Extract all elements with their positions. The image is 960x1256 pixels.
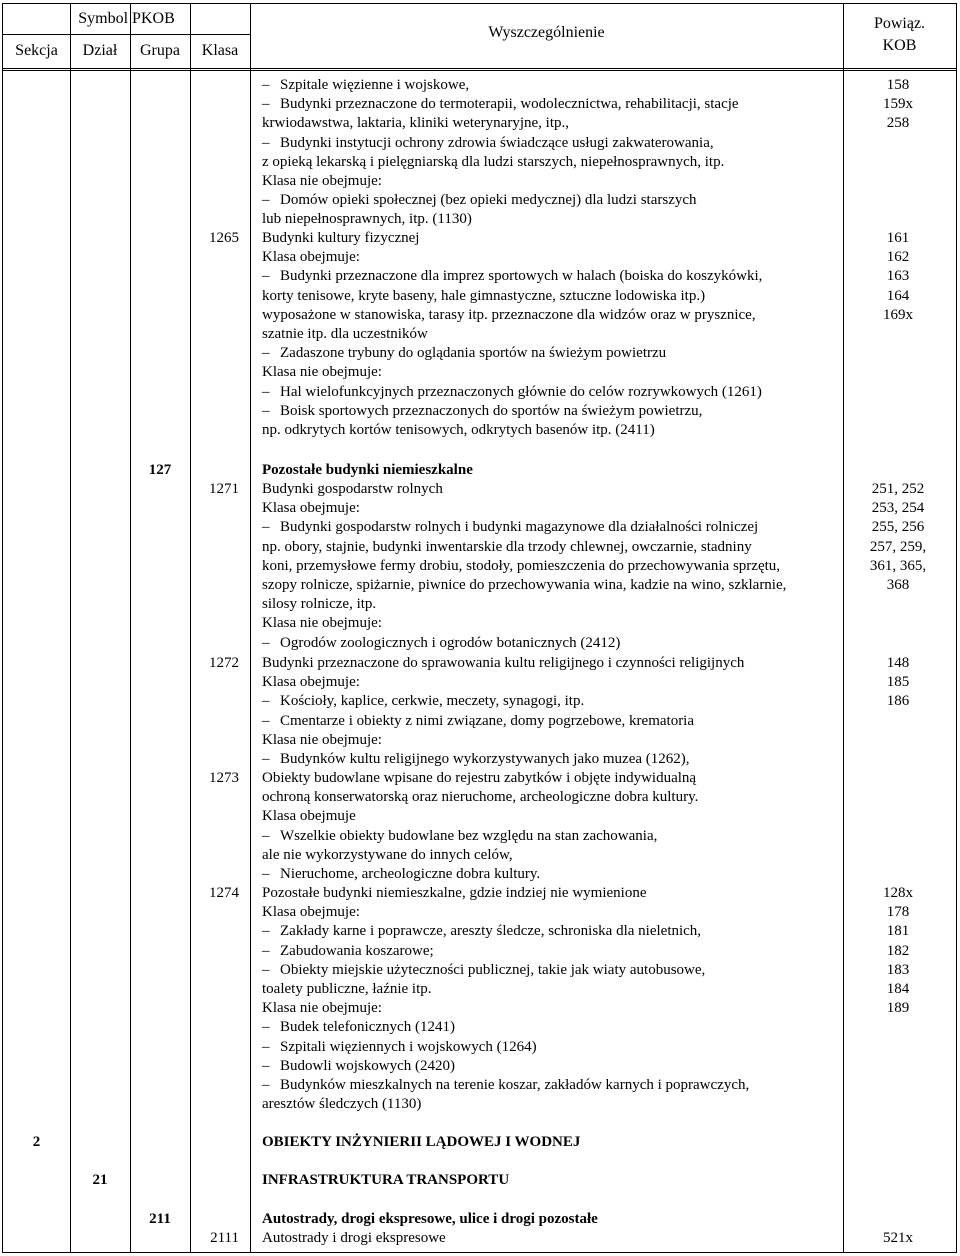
description-line: krwiodawstwa, laktaria, kliniki weterynaryjne, itp., (262, 115, 569, 132)
sekcja-code: 2 (32, 1134, 41, 1150)
kob-code: 169x (883, 306, 913, 323)
header-symbol-pkob: Symbol PKOB (78, 10, 175, 27)
description-line: Klasa obejmuje: (262, 674, 360, 691)
header-sekcja: Sekcja (15, 42, 58, 59)
kob-cell (847, 480, 949, 595)
description-line: Klasa nie obejmuje: (262, 364, 382, 381)
kob-code: 178 (886, 904, 910, 921)
description-cell (262, 1210, 842, 1229)
description-line: lub niepełnosprawnych, itp. (1130) (262, 211, 472, 228)
kob-code: 255, 256 (871, 519, 925, 536)
kob-code: 253, 254 (871, 500, 925, 517)
klasa-code: 1273 (209, 770, 239, 786)
description-line: Budynki przeznaczone do sprawowania kultu religijnego i czynności religijnych (262, 655, 745, 671)
kob-code: 186 (886, 693, 910, 710)
description-line: Klasa obejmuje (262, 808, 356, 825)
description-cell (262, 1133, 842, 1152)
description-cell (262, 1171, 842, 1190)
kob-code: 258 (886, 115, 910, 132)
kob-code: 148 (886, 655, 910, 671)
description-line: wyposażone w stanowiska, tarasy itp. przeznaczone dla widzów oraz w prysznice, (262, 306, 756, 323)
description-line: korty tenisowe, kryte baseny, hale gimnastyczne, sztuczne lodowiska itp.) (262, 287, 706, 304)
kob-code: 185 (886, 674, 910, 691)
description-bullet-line: – Szpitali więziennych i wojskowych (1264) (262, 1038, 842, 1057)
header-klasa: Klasa (201, 42, 239, 59)
description-line: Klasa obejmuje: (262, 500, 360, 517)
klasa-code: 2111 (210, 1230, 239, 1246)
description-line: koni, przemysłowe fermy drobiu, stodoły, pomieszczenia do przechowywania sprzętu, (262, 557, 781, 574)
kob-code: 162 (886, 249, 910, 266)
description-line: aresztów śledczych (1130) (262, 1096, 422, 1113)
header-kob: KOB (882, 37, 917, 54)
header-grupa: Grupa (140, 42, 180, 59)
dzial-code: 21 (92, 1172, 108, 1188)
kob-code: 161 (886, 230, 910, 246)
description-line: INFRASTRUKTURA TRANSPORTU (262, 1172, 510, 1188)
description-line: Obiekty budowlane wpisane do rejestru zabytków i objęte indywidualną (262, 770, 697, 786)
description-cell (262, 229, 842, 440)
description-bullet-line: – Nieruchome, archeologiczne dobra kultury. (262, 865, 842, 884)
description-bullet-line: – Wszelkie obiekty budowlane bez względu na stan zachowania, (262, 827, 842, 846)
klasa-code: 1274 (209, 885, 239, 901)
description-bullet-line: – Budynki przeznaczone dla imprez sportowych w halach (boiska do koszykówki, (262, 267, 842, 286)
description-line: Klasa nie obejmuje: (262, 615, 382, 632)
description-line: Budynki gospodarstw rolnych (262, 481, 443, 497)
description-line: Autostrady, drogi ekspresowe, ulice i drogi pozostałe (262, 1211, 598, 1227)
description-line: Klasa obejmuje: (262, 904, 360, 921)
description-bullet-line: – Budek telefonicznych (1241) (262, 1018, 842, 1037)
kob-code: 181 (886, 923, 910, 940)
description-line: toalety publiczne, łaźnie itp. (262, 980, 432, 997)
description-line: Klasa nie obejmuje: (262, 731, 382, 748)
grupa-code: 127 (148, 462, 172, 478)
description-line: ale nie wykorzystywane do innych celów, (262, 846, 513, 863)
description-bullet-line: – Szpitale więzienne i wojskowe, (262, 76, 842, 95)
description-bullet-line: – Hal wielofunkcyjnych przeznaczonych głównie do celów rozrywkowych (1261) (262, 383, 842, 402)
kob-code: 163 (886, 268, 910, 285)
description-bullet-line: – Ogrodów zoologicznych i ogrodów botanicznych (2412) (262, 634, 842, 653)
klasa-code: 1265 (209, 230, 239, 246)
description-bullet-line: – Zadaszone trybuny do oglądania sportów na świeżym powietrzu (262, 344, 842, 363)
description-cell (262, 76, 842, 230)
kob-code: 182 (886, 942, 910, 959)
description-cell (262, 461, 842, 480)
kob-cell (847, 884, 949, 1018)
kob-code: 159x (883, 96, 913, 113)
description-bullet-line: – Budynki gospodarstw rolnych i budynki magazynowe dla działalności rolniczej (262, 518, 842, 537)
description-bullet-line: – Budynki instytucji ochrony zdrowia świadczące usługi zakwaterowania, (262, 134, 842, 153)
kob-code: 361, 365, (869, 557, 927, 574)
kob-code: 521x (883, 1230, 913, 1246)
description-line: szopy rolnicze, spiżarnie, piwnice do przechowywania wina, kadzie na wino, szklarnie, (262, 576, 787, 593)
grupa-code: 211 (149, 1211, 171, 1227)
description-line: szatnie itp. dla uczestników (262, 325, 428, 342)
description-bullet-line: – Domów opieki społecznej (bez opieki medycznej) dla ludzi starszych (262, 191, 842, 210)
description-line: Klasa nie obejmuje: (262, 1000, 382, 1017)
description-line: Pozostałe budynki niemieszkalne (262, 462, 473, 478)
description-bullet-line: – Boisk sportowych przeznaczonych do sportów na świeżym powietrzu, (262, 402, 842, 421)
description-cell (262, 480, 842, 653)
pkob-table (2, 3, 957, 1253)
kob-code: 128x (883, 885, 913, 901)
klasa-code: 1271 (209, 481, 239, 497)
description-line: Klasa obejmuje: (262, 249, 360, 266)
klasa-code: 1272 (209, 655, 239, 671)
kob-code: 183 (886, 961, 910, 978)
kob-cell (847, 229, 949, 325)
description-bullet-line: – Zabudowania koszarowe; (262, 942, 842, 961)
description-line: Klasa nie obejmuje: (262, 172, 382, 189)
description-line: Pozostałe budynki niemieszkalne, gdzie indziej nie wymienione (262, 885, 647, 901)
description-line: OBIEKTY INŻYNIERII LĄDOWEJ I WODNEJ (262, 1134, 581, 1150)
kob-code: 164 (886, 287, 910, 304)
table-body (3, 70, 956, 1252)
description-bullet-line: – Zakłady karne i poprawcze, areszty śledcze, schroniska dla nieletnich, (262, 922, 842, 941)
kob-code: 368 (886, 576, 910, 593)
description-bullet-line: – Budynki przeznaczone do termoterapii, wodolecznictwa, rehabilitacji, stacje (262, 95, 842, 114)
description-cell (262, 884, 842, 1114)
description-line: Budynki kultury fizycznej (262, 230, 420, 246)
description-line: ochroną konserwatorską oraz nieruchome, archeologiczne dobra kultury. (262, 789, 699, 806)
description-bullet-line: – Budynków kultu religijnego wykorzystywanych jako muzea (1262), (262, 750, 842, 769)
description-bullet-line: – Budynków mieszkalnych na terenie koszar, zakładów karnych i poprawczych, (262, 1076, 842, 1095)
header-wyszczegolnienie: Wyszczególnienie (488, 24, 605, 41)
kob-code: 257, 259, (869, 538, 927, 555)
description-bullet-line: – Kościoły, kaplice, cerkwie, meczety, synagogi, itp. (262, 692, 842, 711)
header-dzial: Dział (82, 42, 118, 59)
header-powiaz: Powiąz. (873, 15, 926, 32)
description-cell (262, 769, 842, 884)
description-line: Autostrady i drogi ekspresowe (262, 1230, 446, 1246)
kob-code: 251, 252 (871, 481, 925, 497)
description-bullet-line: – Cmentarze i obiekty z nimi związane, domy pogrzebowe, krematoria (262, 712, 842, 731)
kob-cell (847, 76, 949, 134)
description-bullet-line: – Obiekty miejskie użyteczności publicznej, takie jak wiaty autobusowe, (262, 961, 842, 980)
description-line: np. odkrytych kortów tenisowych, odkrytych basenów itp. (2411) (262, 421, 655, 438)
kob-code: 189 (886, 1000, 910, 1017)
description-cell (262, 654, 842, 769)
description-line: np. obory, stajnie, budynki inwentarskie dla trzody chlewnej, owczarnie, stadniny (262, 538, 752, 555)
header-split-line (3, 34, 250, 35)
description-bullet-line: – Budowli wojskowych (2420) (262, 1057, 842, 1076)
description-line: z opieką lekarską i pielęgniarską dla ludzi starszych, niepełnosprawnych, itp. (262, 153, 725, 170)
description-line: silosy rolnicze, itp. (262, 596, 377, 613)
kob-code: 158 (886, 77, 910, 93)
kob-cell (847, 1229, 949, 1248)
kob-cell (847, 654, 949, 712)
header-bottom-line (3, 68, 956, 69)
kob-code: 184 (886, 980, 910, 997)
description-cell (262, 1229, 842, 1248)
